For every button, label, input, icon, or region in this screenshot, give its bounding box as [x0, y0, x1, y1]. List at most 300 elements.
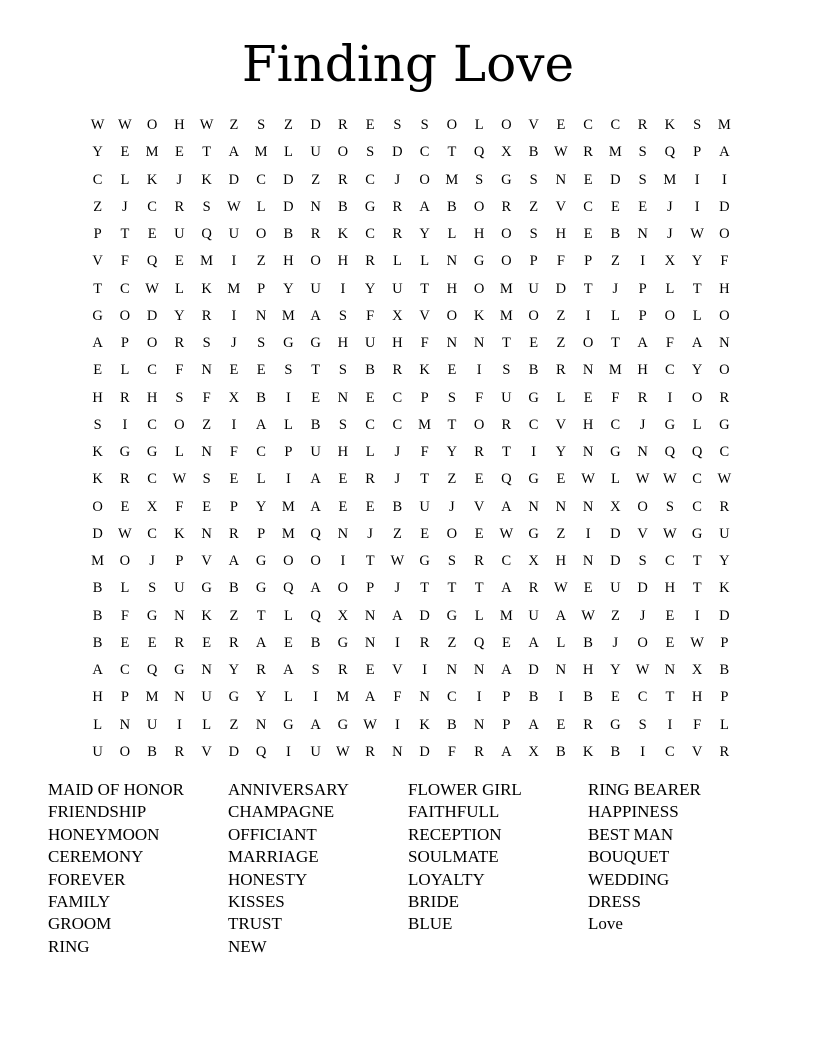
grid-letter[interactable]: N: [473, 716, 485, 733]
grid-letter[interactable]: E: [420, 525, 430, 542]
grid-letter[interactable]: Z: [229, 607, 239, 624]
grid-letter[interactable]: X: [501, 144, 512, 161]
grid-letter[interactable]: O: [637, 498, 648, 515]
grid-letter[interactable]: I: [313, 689, 319, 706]
grid-letter[interactable]: O: [501, 253, 512, 270]
grid-letter[interactable]: B: [147, 743, 157, 760]
grid-letter[interactable]: J: [612, 280, 619, 297]
grid-letter[interactable]: B: [610, 226, 621, 242]
grid-letter[interactable]: M: [281, 307, 295, 324]
grid-letter[interactable]: Q: [473, 144, 485, 161]
grid-letter[interactable]: E: [120, 144, 130, 161]
grid-letter[interactable]: A: [501, 662, 512, 678]
grid-letter[interactable]: O: [637, 634, 648, 651]
grid-letter[interactable]: E: [120, 634, 130, 651]
grid-letter[interactable]: G: [201, 580, 212, 597]
grid-letter[interactable]: N: [719, 335, 730, 351]
grid-letter[interactable]: L: [202, 716, 212, 733]
grid-letter[interactable]: C: [392, 416, 403, 433]
grid-letter[interactable]: B: [365, 362, 375, 379]
grid-letter[interactable]: H: [691, 689, 703, 706]
grid-letter[interactable]: H: [719, 280, 730, 297]
grid-letter[interactable]: T: [610, 335, 620, 351]
grid-letter[interactable]: P: [257, 280, 266, 297]
grid-letter[interactable]: L: [120, 580, 130, 597]
grid-letter[interactable]: G: [719, 416, 730, 433]
grid-letter[interactable]: L: [447, 226, 457, 242]
grid-letter[interactable]: L: [392, 253, 402, 270]
grid-letter[interactable]: P: [638, 280, 647, 297]
grid-letter[interactable]: P: [693, 144, 702, 161]
grid-letter[interactable]: I: [231, 253, 237, 270]
grid-letter[interactable]: H: [337, 335, 349, 351]
grid-letter[interactable]: E: [365, 662, 375, 678]
grid-letter[interactable]: F: [420, 444, 429, 460]
grid-letter[interactable]: E: [338, 471, 348, 488]
grid-letter[interactable]: B: [447, 198, 457, 215]
grid-letter[interactable]: G: [501, 171, 512, 188]
grid-letter[interactable]: Z: [229, 716, 239, 733]
grid-letter[interactable]: A: [310, 716, 321, 733]
grid-letter[interactable]: S: [638, 144, 647, 161]
grid-letter[interactable]: O: [337, 144, 349, 161]
grid-letter[interactable]: C: [92, 171, 103, 188]
grid-letter[interactable]: V: [392, 662, 403, 678]
grid-letter[interactable]: D: [228, 743, 240, 760]
grid-letter[interactable]: A: [228, 553, 240, 569]
grid-letter[interactable]: U: [419, 498, 430, 515]
grid-letter[interactable]: N: [582, 444, 594, 460]
grid-letter[interactable]: I: [667, 389, 673, 406]
grid-letter[interactable]: Z: [229, 117, 239, 133]
grid-letter[interactable]: F: [120, 607, 129, 624]
grid-letter[interactable]: E: [556, 471, 566, 488]
grid-letter[interactable]: H: [392, 335, 403, 351]
grid-letter[interactable]: Y: [92, 144, 103, 161]
grid-letter[interactable]: R: [637, 389, 648, 406]
grid-letter[interactable]: O: [92, 498, 103, 515]
grid-letter[interactable]: F: [475, 389, 484, 406]
grid-letter[interactable]: I: [122, 416, 128, 433]
grid-letter[interactable]: N: [419, 689, 430, 706]
grid-letter[interactable]: E: [338, 498, 348, 515]
grid-letter[interactable]: H: [283, 253, 294, 270]
grid-letter[interactable]: S: [638, 553, 647, 569]
grid-letter[interactable]: X: [228, 389, 240, 406]
grid-letter[interactable]: I: [340, 280, 346, 297]
grid-letter[interactable]: U: [310, 743, 321, 760]
grid-letter[interactable]: I: [694, 198, 700, 215]
grid-letter[interactable]: T: [420, 471, 430, 488]
grid-letter[interactable]: S: [202, 198, 211, 215]
grid-letter[interactable]: I: [585, 525, 591, 542]
grid-letter[interactable]: W: [145, 280, 159, 297]
grid-letter[interactable]: X: [337, 607, 349, 624]
grid-letter[interactable]: Q: [691, 444, 703, 460]
grid-letter[interactable]: N: [582, 498, 594, 515]
grid-letter[interactable]: G: [610, 444, 621, 460]
grid-letter[interactable]: I: [285, 743, 291, 760]
grid-letter[interactable]: K: [201, 171, 212, 188]
grid-letter[interactable]: A: [310, 580, 321, 597]
grid-letter[interactable]: R: [583, 144, 593, 161]
grid-letter[interactable]: R: [229, 634, 239, 651]
grid-letter[interactable]: E: [174, 144, 184, 161]
grid-letter[interactable]: T: [692, 553, 702, 569]
grid-letter[interactable]: O: [582, 335, 594, 351]
grid-letter[interactable]: Z: [556, 525, 566, 542]
grid-letter[interactable]: R: [583, 716, 593, 733]
grid-letter[interactable]: I: [476, 362, 482, 379]
grid-letter[interactable]: A: [555, 607, 567, 624]
grid-letter[interactable]: Z: [93, 198, 103, 215]
grid-letter[interactable]: M: [281, 525, 295, 542]
grid-letter[interactable]: I: [231, 416, 237, 433]
grid-letter[interactable]: V: [528, 117, 539, 133]
grid-letter[interactable]: G: [364, 198, 376, 215]
grid-letter[interactable]: D: [146, 307, 158, 324]
grid-letter[interactable]: W: [363, 716, 377, 733]
grid-letter[interactable]: T: [447, 416, 457, 433]
grid-letter[interactable]: D: [637, 580, 648, 597]
grid-letter[interactable]: E: [365, 498, 375, 515]
grid-letter[interactable]: C: [147, 362, 157, 379]
grid-letter[interactable]: H: [92, 389, 103, 406]
grid-letter[interactable]: C: [256, 444, 266, 460]
grid-letter[interactable]: T: [420, 280, 430, 297]
grid-letter[interactable]: D: [610, 525, 621, 542]
grid-letter[interactable]: B: [310, 634, 321, 651]
grid-letter[interactable]: N: [555, 498, 567, 515]
grid-letter[interactable]: G: [528, 525, 539, 542]
grid-letter[interactable]: M: [499, 307, 513, 324]
grid-letter[interactable]: A: [364, 689, 376, 706]
grid-letter[interactable]: M: [608, 144, 622, 161]
grid-letter[interactable]: O: [174, 416, 185, 433]
grid-letter[interactable]: Z: [311, 171, 321, 188]
grid-letter[interactable]: J: [639, 607, 646, 624]
grid-letter[interactable]: C: [719, 444, 730, 460]
grid-letter[interactable]: M: [145, 689, 159, 706]
grid-letter[interactable]: C: [120, 280, 130, 297]
grid-letter[interactable]: E: [202, 634, 212, 651]
grid-letter[interactable]: J: [449, 498, 455, 515]
grid-letter[interactable]: C: [147, 416, 157, 433]
grid-letter[interactable]: D: [419, 607, 430, 624]
grid-letter[interactable]: T: [692, 580, 702, 597]
grid-letter[interactable]: N: [582, 362, 594, 379]
grid-letter[interactable]: C: [665, 362, 675, 379]
grid-letter[interactable]: W: [717, 471, 732, 488]
grid-letter[interactable]: R: [338, 662, 348, 678]
grid-letter[interactable]: G: [310, 335, 321, 351]
grid-letter[interactable]: U: [92, 743, 103, 760]
grid-letter[interactable]: S: [447, 553, 456, 569]
grid-letter[interactable]: H: [473, 226, 485, 242]
grid-letter[interactable]: W: [199, 117, 214, 133]
grid-letter[interactable]: O: [146, 117, 158, 133]
grid-letter[interactable]: E: [474, 471, 484, 488]
grid-letter[interactable]: Y: [446, 444, 458, 460]
grid-letter[interactable]: Z: [610, 253, 620, 270]
grid-letter[interactable]: P: [529, 253, 538, 270]
grid-letter[interactable]: N: [364, 607, 376, 624]
grid-letter[interactable]: A: [255, 634, 267, 651]
grid-letter[interactable]: H: [337, 444, 349, 460]
grid-letter[interactable]: J: [639, 416, 646, 433]
grid-letter[interactable]: C: [147, 525, 157, 542]
grid-letter[interactable]: C: [692, 498, 702, 515]
grid-letter[interactable]: E: [583, 226, 593, 242]
grid-letter[interactable]: W: [227, 198, 241, 215]
grid-letter[interactable]: Z: [202, 416, 212, 433]
grid-letter[interactable]: R: [338, 171, 348, 188]
grid-letter[interactable]: C: [501, 553, 512, 569]
grid-letter[interactable]: D: [283, 171, 294, 188]
grid-letter[interactable]: A: [691, 335, 703, 351]
grid-letter[interactable]: L: [719, 716, 729, 733]
grid-letter[interactable]: O: [119, 307, 131, 324]
grid-letter[interactable]: R: [365, 743, 375, 760]
grid-letter[interactable]: I: [558, 689, 564, 706]
grid-letter[interactable]: U: [392, 280, 403, 297]
grid-letter[interactable]: P: [720, 634, 729, 651]
grid-letter[interactable]: K: [201, 607, 212, 624]
grid-letter[interactable]: B: [610, 743, 621, 760]
grid-letter[interactable]: Y: [419, 226, 430, 242]
grid-letter[interactable]: X: [528, 553, 539, 569]
grid-letter[interactable]: L: [610, 307, 620, 324]
grid-letter[interactable]: A: [501, 743, 512, 760]
grid-letter[interactable]: H: [555, 226, 567, 242]
grid-letter[interactable]: M: [281, 498, 295, 515]
grid-letter[interactable]: N: [528, 498, 539, 515]
grid-letter[interactable]: C: [256, 171, 266, 188]
grid-letter[interactable]: O: [310, 553, 321, 569]
grid-letter[interactable]: B: [528, 362, 539, 379]
grid-letter[interactable]: S: [257, 117, 266, 133]
grid-letter[interactable]: V: [201, 553, 212, 569]
grid-letter[interactable]: O: [501, 226, 512, 242]
grid-letter[interactable]: P: [93, 226, 102, 242]
grid-letter[interactable]: P: [366, 580, 375, 597]
grid-letter[interactable]: D: [610, 171, 621, 188]
grid-letter[interactable]: G: [174, 662, 185, 678]
grid-letter[interactable]: U: [528, 280, 539, 297]
grid-letter[interactable]: V: [555, 416, 567, 433]
grid-letter[interactable]: D: [392, 144, 403, 161]
grid-letter[interactable]: S: [502, 362, 511, 379]
grid-letter[interactable]: C: [447, 689, 457, 706]
grid-letter[interactable]: L: [283, 689, 293, 706]
grid-letter[interactable]: G: [146, 607, 158, 624]
grid-letter[interactable]: N: [310, 198, 321, 215]
grid-letter[interactable]: Q: [255, 743, 267, 760]
grid-letter[interactable]: T: [420, 580, 430, 597]
grid-letter[interactable]: N: [555, 662, 567, 678]
grid-letter[interactable]: U: [201, 689, 212, 706]
grid-letter[interactable]: O: [337, 580, 349, 597]
grid-letter[interactable]: C: [665, 553, 675, 569]
grid-letter[interactable]: U: [228, 226, 240, 242]
grid-letter[interactable]: W: [118, 117, 132, 133]
grid-letter[interactable]: R: [474, 553, 484, 569]
grid-letter[interactable]: B: [229, 580, 239, 597]
grid-letter[interactable]: F: [420, 335, 429, 351]
grid-letter[interactable]: T: [365, 553, 375, 569]
grid-letter[interactable]: Y: [255, 498, 267, 515]
grid-letter[interactable]: S: [475, 171, 484, 188]
grid-letter[interactable]: U: [364, 335, 376, 351]
grid-letter[interactable]: M: [145, 144, 159, 161]
grid-letter[interactable]: D: [719, 607, 730, 624]
grid-letter[interactable]: B: [528, 689, 539, 706]
grid-letter[interactable]: H: [555, 553, 567, 569]
grid-letter[interactable]: R: [120, 471, 130, 488]
grid-letter[interactable]: E: [665, 607, 675, 624]
grid-letter[interactable]: E: [474, 525, 484, 542]
grid-letter[interactable]: X: [528, 743, 539, 760]
grid-letter[interactable]: W: [172, 471, 187, 488]
grid-letter[interactable]: N: [201, 444, 212, 460]
grid-letter[interactable]: L: [474, 117, 484, 133]
grid-letter[interactable]: B: [92, 580, 103, 597]
grid-letter[interactable]: N: [174, 689, 185, 706]
grid-letter[interactable]: E: [229, 362, 239, 379]
grid-letter[interactable]: G: [473, 253, 485, 270]
grid-letter[interactable]: E: [147, 634, 157, 651]
grid-letter[interactable]: Y: [364, 280, 376, 297]
grid-letter[interactable]: N: [446, 335, 458, 351]
grid-letter[interactable]: W: [554, 144, 568, 161]
grid-letter[interactable]: U: [174, 580, 185, 597]
grid-letter[interactable]: N: [473, 335, 485, 351]
grid-letter[interactable]: B: [283, 226, 294, 242]
grid-letter[interactable]: U: [310, 144, 321, 161]
grid-letter[interactable]: H: [664, 580, 676, 597]
grid-letter[interactable]: G: [419, 553, 430, 569]
grid-letter[interactable]: E: [665, 634, 675, 651]
grid-letter[interactable]: S: [693, 117, 702, 133]
grid-letter[interactable]: R: [256, 662, 266, 678]
grid-letter[interactable]: X: [610, 498, 621, 515]
grid-letter[interactable]: S: [665, 498, 674, 515]
grid-letter[interactable]: T: [665, 689, 675, 706]
grid-letter[interactable]: C: [637, 689, 648, 706]
grid-letter[interactable]: I: [285, 471, 291, 488]
grid-letter[interactable]: L: [556, 634, 566, 651]
grid-letter[interactable]: C: [528, 416, 539, 433]
grid-letter[interactable]: E: [583, 171, 593, 188]
grid-letter[interactable]: M: [608, 362, 622, 379]
grid-letter[interactable]: S: [202, 335, 211, 351]
grid-letter[interactable]: S: [447, 389, 456, 406]
grid-letter[interactable]: G: [283, 335, 294, 351]
grid-letter[interactable]: H: [582, 662, 594, 678]
grid-letter[interactable]: K: [337, 226, 349, 242]
grid-letter[interactable]: Y: [719, 553, 730, 569]
grid-letter[interactable]: E: [93, 362, 103, 379]
grid-letter[interactable]: R: [174, 198, 185, 215]
grid-letter[interactable]: A: [419, 198, 430, 215]
grid-letter[interactable]: R: [392, 198, 403, 215]
grid-letter[interactable]: K: [719, 580, 730, 597]
grid-letter[interactable]: F: [720, 253, 729, 270]
grid-letter[interactable]: Z: [283, 117, 293, 133]
grid-letter[interactable]: T: [583, 280, 593, 297]
grid-letter[interactable]: T: [501, 335, 511, 351]
grid-letter[interactable]: I: [231, 307, 237, 324]
grid-letter[interactable]: R: [120, 389, 130, 406]
grid-letter[interactable]: L: [474, 607, 484, 624]
grid-letter[interactable]: E: [229, 471, 239, 488]
grid-letter[interactable]: Y: [174, 307, 185, 324]
grid-letter[interactable]: P: [229, 498, 238, 515]
grid-letter[interactable]: P: [638, 307, 647, 324]
grid-letter[interactable]: Y: [255, 689, 267, 706]
grid-letter[interactable]: P: [420, 389, 429, 406]
grid-letter[interactable]: K: [664, 117, 676, 133]
grid-letter[interactable]: S: [529, 171, 538, 188]
grid-letter[interactable]: I: [667, 716, 673, 733]
grid-letter[interactable]: T: [474, 580, 484, 597]
grid-letter[interactable]: H: [174, 117, 185, 133]
grid-letter[interactable]: L: [420, 253, 430, 270]
grid-letter[interactable]: C: [392, 389, 403, 406]
grid-letter[interactable]: H: [582, 416, 594, 433]
grid-letter[interactable]: H: [637, 362, 648, 379]
grid-letter[interactable]: Q: [664, 444, 676, 460]
grid-letter[interactable]: G: [255, 580, 267, 597]
grid-letter[interactable]: G: [446, 607, 458, 624]
grid-letter[interactable]: E: [365, 389, 375, 406]
grid-letter[interactable]: T: [93, 280, 103, 297]
grid-letter[interactable]: O: [473, 416, 485, 433]
grid-letter[interactable]: U: [174, 226, 185, 242]
grid-letter[interactable]: U: [310, 280, 321, 297]
grid-letter[interactable]: I: [285, 389, 291, 406]
grid-letter[interactable]: E: [638, 198, 648, 215]
grid-letter[interactable]: W: [635, 471, 650, 488]
grid-letter[interactable]: S: [638, 716, 647, 733]
grid-letter[interactable]: I: [640, 253, 646, 270]
grid-letter[interactable]: A: [528, 716, 539, 733]
grid-letter[interactable]: S: [529, 226, 538, 242]
grid-letter[interactable]: R: [392, 362, 403, 379]
grid-letter[interactable]: D: [419, 743, 430, 760]
grid-letter[interactable]: J: [176, 171, 183, 188]
grid-letter[interactable]: U: [310, 444, 321, 460]
grid-letter[interactable]: L: [256, 198, 266, 215]
grid-letter[interactable]: C: [610, 416, 621, 433]
grid-letter[interactable]: R: [310, 226, 321, 242]
grid-letter[interactable]: J: [122, 198, 128, 215]
grid-letter[interactable]: Q: [146, 662, 158, 678]
grid-letter[interactable]: D: [555, 280, 567, 297]
grid-letter[interactable]: L: [365, 444, 375, 460]
grid-letter[interactable]: O: [255, 226, 267, 242]
grid-letter[interactable]: O: [446, 525, 458, 542]
grid-letter[interactable]: P: [720, 689, 729, 706]
grid-letter[interactable]: D: [528, 662, 539, 678]
grid-letter[interactable]: O: [119, 743, 131, 760]
grid-letter[interactable]: D: [283, 198, 294, 215]
grid-letter[interactable]: E: [529, 335, 539, 351]
grid-letter[interactable]: N: [392, 743, 403, 760]
grid-letter[interactable]: L: [256, 471, 266, 488]
grid-letter[interactable]: K: [174, 525, 185, 542]
grid-letter[interactable]: O: [446, 307, 458, 324]
